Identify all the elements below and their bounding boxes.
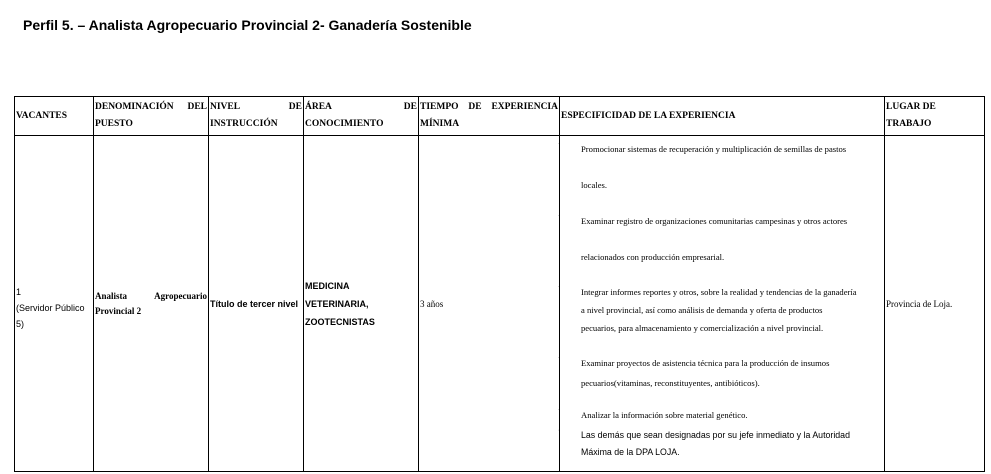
header-especificidad-label: ESPECIFICIDAD DE LA EXPERIENCIA (561, 110, 736, 121)
experience-text: Integrar informes reportes y otros, sobre la realidad y tendencias de la ganadería (581, 287, 857, 297)
header-vacantes-label: VACANTES (16, 110, 68, 121)
experience-text: Las demás que sean designadas por su jefe inmediato y la Autoridad (581, 430, 850, 440)
bullet-icon: · (558, 140, 561, 148)
header-lugar (885, 97, 985, 136)
experience-text: Examinar registro de organizaciones comunitarias campesinas y otros actores (581, 216, 848, 226)
lugar-value: Provincia de Loja. (886, 298, 953, 309)
experience-text: pecuarios, para almacenamiento y comercialización a nivel provincial. (581, 323, 824, 333)
experience-text: Examinar proyectos de asistencia técnica para la producción de insumos (581, 358, 830, 368)
header-lugar-label: LUGAR DE TRABAJO (886, 102, 936, 129)
experience-text: relacionados con producción empresarial. (581, 252, 725, 262)
header-tiempo (419, 97, 560, 136)
bullet-icon: · (558, 212, 561, 220)
table-row (15, 136, 985, 472)
profile-table (14, 96, 985, 472)
list-item (560, 406, 882, 424)
header-row (15, 97, 985, 136)
header-nivel-line2: INSTRUCCIÓN (210, 119, 278, 129)
vacantes-servidor: (Servidor Público (16, 302, 85, 313)
cell-tiempo (419, 136, 560, 472)
list-item (560, 212, 882, 266)
header-especificidad (560, 97, 885, 136)
header-nivel-line1: NIVEL DE (210, 102, 302, 112)
experience-text: Analizar la información sobre material genético. (581, 410, 748, 420)
cell-vacantes (15, 136, 94, 472)
list-item (560, 140, 882, 194)
bullet-icon: · (558, 283, 561, 291)
nivel-value: Título de tercer nivel (210, 298, 299, 309)
header-area-line1: ÁREA DE (305, 102, 417, 112)
cell-nivel (209, 136, 304, 472)
experience-text: pecuarios(vitaminas, reconstituyentes, antibióticos). (581, 378, 760, 388)
header-denominacion-line2: PUESTO (95, 119, 133, 129)
cell-area (304, 136, 419, 472)
page-title: Perfil 5. – Analista Agropecuario Provincial 2- Ganadería Sostenible (23, 17, 472, 33)
area-line2: VETERINARIA, (305, 299, 369, 309)
list-item (560, 354, 882, 392)
header-area (304, 97, 419, 136)
header-denominacion (94, 97, 209, 136)
tiempo-value: 3 años (420, 298, 444, 309)
cell-lugar (885, 136, 985, 472)
header-tiempo-line1: TIEMPO DE EXPERIENCIA (420, 102, 558, 112)
area-line3: ZOOTECNISTAS (305, 317, 375, 327)
header-vacantes (15, 97, 94, 136)
denominacion-line2: Provincial 2 (95, 305, 142, 316)
header-area-line2: CONOCIMIENTO (305, 119, 384, 129)
vacantes-count: 1 (16, 286, 22, 297)
denominacion-line1: Analista Agropecuario (95, 290, 207, 301)
bullet-icon: · (558, 406, 561, 414)
experience-list (560, 136, 884, 471)
experience-text: Promocionar sistemas de recuperación y multiplicación de semillas de pastos (581, 144, 847, 154)
experience-text: a nivel provincial, así como análisis de demanda y oferta de productos (581, 305, 823, 315)
header-denominacion-line1: DENOMINACIÓN DEL (95, 102, 207, 112)
experience-text: Máxima de la DPA LOJA. (581, 447, 680, 457)
bullet-icon: · (558, 354, 561, 362)
list-item (560, 427, 882, 461)
list-item (560, 283, 882, 337)
header-tiempo-line2: MÍNIMA (420, 119, 460, 129)
area-line1: MEDICINA (305, 281, 350, 291)
header-nivel (209, 97, 304, 136)
vacantes-servidor-num: 5) (16, 318, 25, 329)
bullet-icon: · (558, 427, 561, 434)
cell-denominacion (94, 136, 209, 472)
experience-text: locales. (581, 180, 608, 190)
cell-especificidad (560, 136, 885, 472)
